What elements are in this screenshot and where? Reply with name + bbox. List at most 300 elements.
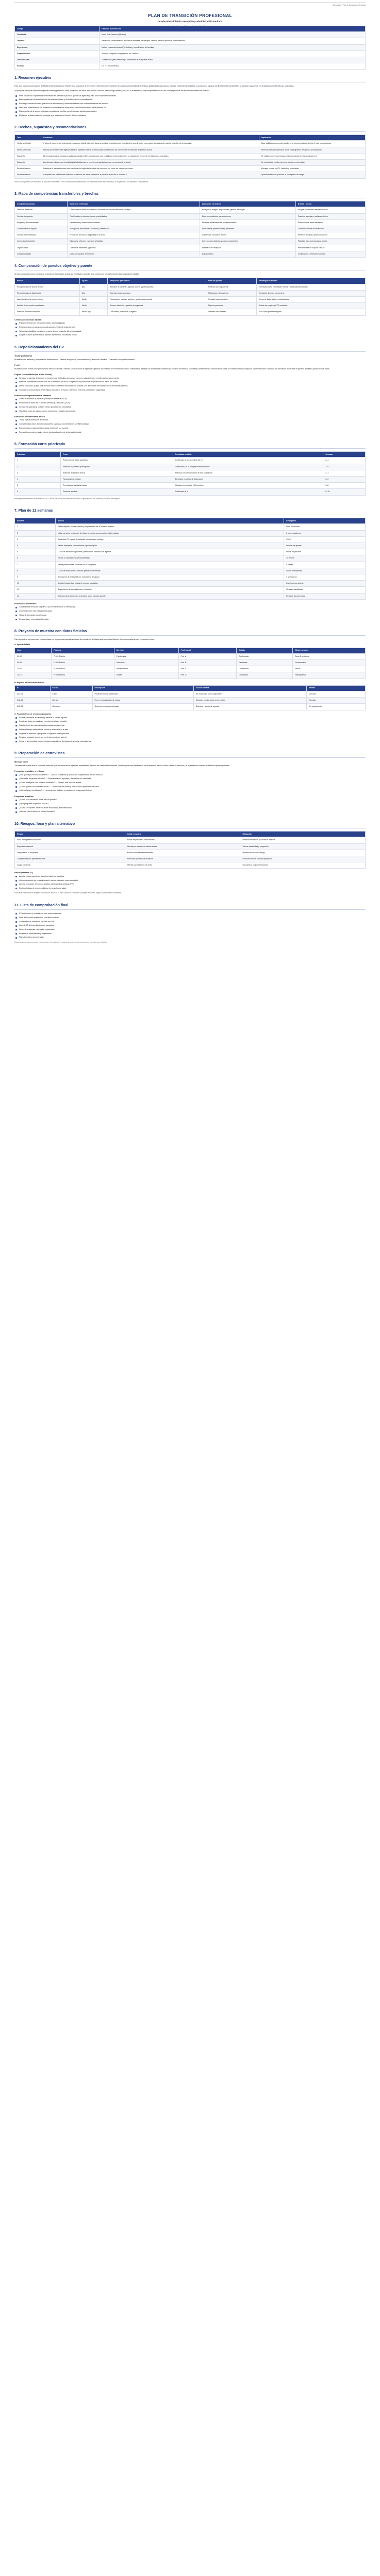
table-cell: Pocas respuestas a candidaturas — [125, 837, 240, 843]
table-cell: Se validará con 5 conversaciones informativas en las semanas 2–4. — [259, 153, 365, 159]
table-cell: Prof. C — [178, 672, 237, 679]
table-cell: 12 — [15, 593, 56, 599]
training-note: Presupuesto estimado de formación: 180–260 €. Se priorizan cursos bonificados o gratuitos de los servicios públicos de empleo. — [14, 497, 120, 500]
table-cell: Atención al paciente, agenda, cobros y presupuestos — [108, 284, 206, 290]
table-cell: Alto — [79, 290, 108, 296]
table-cell: Miércoles — [50, 704, 92, 710]
list-item: ¿Cómo se reparten las tareas entre recepción y administración? — [14, 807, 366, 809]
meta-row — [15, 50, 366, 57]
table-cell: Descartar o negociar funciones — [240, 862, 366, 869]
column-header: Semana — [15, 518, 56, 524]
table-cell: Masaje — [114, 672, 178, 679]
table-cell: 3 — [15, 536, 56, 543]
table-cell: Protección de datos sanitarios — [60, 457, 173, 464]
table-cell: 11:15 — [15, 672, 52, 679]
column-header: Tema — [60, 452, 173, 457]
list-item: Registrar la atención y programar la siguiente cita si procede. — [14, 733, 366, 735]
table-cell: INC-01 — [15, 691, 51, 697]
section-10 — [14, 822, 366, 897]
table-cell: Decisión documentada — [284, 593, 366, 599]
table-cell: 2 simulacros — [284, 574, 366, 580]
table-cell: Formación corta en software dental + candidaturas directas — [257, 284, 366, 290]
table-cell: INC-02 — [15, 698, 51, 704]
table-row — [15, 147, 366, 153]
list-item: Aceptar puestos puente solo si aportan experiencia en software clínico. — [14, 334, 366, 336]
cv-profile: Profesional con 9 años de experiencia en atención directa a familias, coordinación de agendas y gestión documental en el ámbito educativo. Habituada a trabajar con información confidencial, resolver incidencias con calma y mantener una comunicación clara. En transición hacia recepción y administración sanitaria, con formación específica en gestión de citas y protección de datos. — [14, 367, 330, 370]
table-row — [15, 219, 366, 226]
table-cell: Certificado (40 h) con prácticas simuladas — [173, 464, 323, 470]
meta-value: CV + 1 (Documento) — [100, 63, 366, 70]
table-row — [15, 574, 366, 580]
list-item: Gestión de agendas y software clínico (práctica con simulador). — [14, 406, 366, 409]
section-8 — [14, 629, 366, 745]
list-item: Atendí consultas, quejas y situaciones emocionalmente delicadas con familias, con alto índice de satisfacción en encuestas internas. — [14, 385, 366, 387]
table-cell: 5 — [15, 549, 56, 555]
table-row — [15, 653, 366, 659]
table-cell: Recomendación — [15, 166, 41, 172]
table-row — [15, 213, 366, 219]
section-6 — [14, 442, 366, 502]
table-cell: Call center, protocolos y registro — [108, 309, 206, 315]
table-cell: Supuesto — [15, 159, 41, 165]
table-cell: 4 — [15, 543, 56, 549]
table-cell: Precisión administrativa — [206, 296, 256, 302]
table-cell: 9 años de experiencia profesional en escuela infantil: atención diaria a familias, seguimiento de expedientes, coordinación con equipo, comunicación escrita y gestión de incidencias. — [41, 141, 259, 147]
table-cell: 09:00 — [15, 653, 52, 659]
list-item: Valorar recepción en escuela infantil o centro educativo como transición. — [14, 879, 366, 882]
table-cell: Contactos directos con centros — [257, 290, 366, 296]
table-cell: Ofertas por debajo del salario actual — [125, 843, 240, 850]
table-cell: Certificación LOPDGDD sanitaria — [295, 251, 365, 257]
checklist — [14, 912, 366, 939]
table-cell: 8 — [15, 568, 56, 574]
table-cell: Confirmada — [237, 653, 293, 659]
table-cell: Relación con el paciente — [206, 284, 256, 290]
risks-table — [14, 831, 366, 869]
table-row — [15, 691, 366, 697]
meta-row — [15, 44, 366, 50]
table-cell: Curso de atención al paciente; práctica con simulador de agenda — [55, 549, 284, 555]
table-cell: Primera visita — [293, 659, 366, 666]
competency-table — [14, 201, 366, 258]
summary-paragraph-1: Este plan organiza la transición de Marta desde la educación infantil hacia un puesto de recepción y administración sanitaria. Su experiencia atendiendo a familias, gestionando agendas de tutorías, manteniendo registros y coordinando equipos es directamente transferible a la atención al paciente y a la gestión administrativa de una clínica. — [14, 85, 294, 88]
list-item: Evitar puestos con carga comercial agresiva (venta de tratamientos). — [14, 326, 366, 329]
column-header: Acción tomada — [193, 685, 307, 691]
list-item: CV reorientado y revisado por una persona externa. — [14, 912, 366, 915]
header-meta: Agricultura · Plan de transición profesional — [333, 4, 366, 6]
facts-table — [14, 134, 366, 178]
table-cell: Valoración — [114, 659, 178, 666]
table-cell: Menos candidaturas semanales — [125, 850, 240, 856]
table-cell: Citas, recordatorios, cancelaciones — [200, 213, 295, 219]
list-item: Indicar el tiempo estimado de espera y acompañar a la sala. — [14, 728, 366, 731]
table-cell: Visitas presenciales a clínicas con CV impreso — [55, 562, 284, 568]
column-header: Competencia actual — [15, 201, 68, 207]
criteria-list — [14, 322, 366, 336]
column-header: Puesto — [15, 278, 80, 284]
table-cell: Gestión de incidencias — [15, 232, 68, 239]
table-cell: Software de gestión clínica — [60, 470, 173, 476]
table-cell: 5 — [15, 483, 61, 489]
meta-value: Jornada completa; incorporación en 3 meses — [100, 50, 366, 57]
table-cell: Flujo de pacientes — [206, 303, 256, 309]
table-cell: Confidencialidad — [15, 251, 68, 257]
table-row — [15, 581, 366, 587]
table-cell: Falta de experiencia sanitaria — [15, 837, 125, 843]
table-cell: Protección de datos sanitarios — [295, 219, 365, 226]
list-item: Ofimática: hojas de cálculo, correo profesional y gestión documental. — [14, 410, 366, 413]
column-header: Estado — [237, 648, 293, 653]
table-row — [15, 470, 366, 476]
column-header: Hora — [15, 648, 52, 653]
list-item: Experiencia con logros reformulados (máximo 5 por puesto). — [14, 427, 366, 430]
list-item: ¿Por qué deja la educación infantil? — Buscar estabilidad y aplicar mis competencias en otro entorno. — [14, 774, 366, 776]
list-item: Lista de 30 clínicas objetivo con contactos. — [14, 924, 366, 927]
list-item: Guion de entrevista y ejemplos preparados. — [14, 928, 366, 931]
column-header: Señal temprana — [125, 832, 240, 837]
table-cell: 1 — [15, 457, 61, 464]
sample-intro: Para demostrar competencias en entrevistas, se prepara una agenda simulada de una clínica de fisioterapia con datos ficticios. Debe acompañarse con explicación breve. — [14, 638, 155, 641]
table-cell: Comunicación escrita — [15, 239, 68, 245]
table-cell: 1 — [15, 524, 56, 530]
meta-value: 14 semanas (fase intensiva) + 4 semanas de búsqueda activa — [100, 57, 366, 63]
table-cell: Revisión general del plan y decisión sobre puestos puente — [55, 593, 284, 599]
list-item: Competencias clave: atención al paciente, agenda, documentación, confidencialidad. — [14, 423, 366, 426]
column-header: Servicio — [114, 648, 178, 653]
column-header: Evidencia verificable — [68, 201, 200, 207]
table-cell: Se reubica en hueco disponible — [193, 691, 307, 697]
table-cell: Necesita formación práctica breve en programas de agenda y facturación. — [259, 147, 365, 153]
agenda-table — [14, 648, 366, 679]
column-header: Prioridad — [15, 452, 61, 457]
table-cell: Horas de práctica — [284, 549, 366, 555]
my-questions-list — [14, 799, 366, 813]
table-row — [15, 562, 366, 568]
table-cell: Organización — [15, 245, 68, 251]
table-row — [15, 837, 366, 843]
table-row — [15, 587, 366, 593]
section-4 — [14, 264, 366, 339]
meta-value: Recepción, administración en clínicas dentales, fisioterapia, centros médicos privados y mutualidades — [100, 38, 366, 44]
column-header: Ajuste — [79, 278, 108, 284]
table-cell: Confirmada — [237, 666, 293, 672]
table-cell: Practicar agenda en software clínico — [295, 213, 365, 219]
table-cell: Informe de ajustes — [284, 543, 366, 549]
table-cell: Ejercicios resueltos de facturación — [173, 476, 323, 482]
table-cell: El mercado local de clínicas privadas demanda perfiles de recepción con estabilidad y buena atención; la rotación es frecuente en fisioterapia y dentales. — [41, 153, 259, 159]
section-3 — [14, 192, 366, 258]
list-item: Aceptar puesto puente en atención telefónica sanitaria. — [14, 875, 366, 878]
plan-b-title: Plan B (semana 12) — [14, 871, 33, 874]
headline-title: Titular profesional — [14, 354, 32, 358]
meta-header-field: Campo — [15, 26, 100, 32]
table-row — [15, 476, 366, 482]
column-header: Brecha / acción — [295, 201, 365, 207]
table-cell: Curso de facturación a mutualidades — [257, 296, 366, 302]
table-cell: 2 conversaciones — [284, 530, 366, 536]
table-cell: Validar supuestos con contactos; ajustar el plan — [55, 543, 284, 549]
table-cell: Martes — [50, 698, 92, 704]
list-item: Meta: tres entrevistas en las primeras seis semanas de búsqueda y oferta firmada antes de la semana 18. — [14, 107, 366, 109]
incidents-caption: B. Registro de incidencias ficticio — [14, 681, 44, 684]
list-item: Cerrar el día: conciliar cobros, revisar la agenda del día siguiente y enviar recordatorios. — [14, 740, 366, 743]
table-cell: Inscripciones activas — [284, 581, 366, 587]
table-cell: Fisioterapia — [114, 653, 178, 659]
table-cell: Certificado (8 h) — [173, 489, 323, 495]
table-cell: 2 — [15, 530, 56, 536]
meta-row — [15, 63, 366, 70]
list-item: Formación complementaria reciente destacada antes de la formación inicial. — [14, 431, 366, 434]
table-cell: Comunicación diaria con familias, incluidas situaciones delicadas y quejas — [68, 207, 200, 213]
table-cell: Facturación a mutuas — [60, 476, 173, 482]
table-cell: Manejo de herramientas digitales básicas y plataformas de comunicación con familias; sin experiencia en software de gestión clínica. — [41, 147, 259, 153]
meta-field: Objetivo — [15, 38, 100, 44]
column-header: Observaciones — [293, 648, 366, 653]
list-item: Valorar la estabilidad horaria por encima de una pequeña diferencia salarial. — [14, 330, 366, 333]
table-cell: Cerrada — [307, 698, 366, 704]
list-item: Gestioné la agenda de tutorías y reuniones de 60 familias por curso, con cero solapamientos y confirmaciones por escrito. — [14, 377, 366, 380]
list-item: Saludar, identificar al paciente y verificar la cita en agenda. — [14, 717, 366, 719]
table-cell: 09:45 — [15, 659, 52, 666]
table-row — [15, 239, 366, 245]
list-item: Brecha principal: desconocimiento del software clínico y de la facturación a mutualidades. — [14, 98, 366, 101]
table-row — [15, 666, 366, 672]
table-row — [15, 568, 366, 574]
table-cell: Recepcionista de clínica dental — [15, 284, 80, 290]
list-item: Mantener la red de apoyo: antiguas compañeras, familias y profesionales sanitarios conocidos. — [14, 110, 366, 113]
table-cell: Rehabilitación — [114, 666, 178, 672]
table-cell: P-001 Ficticio — [52, 653, 114, 659]
table-cell: Adaptar vocabulario sanitario básico — [295, 207, 365, 213]
meta-value: 9 años en escuela infantil (0–3 años) y coordinación de familias — [100, 44, 366, 50]
table-cell: Ofertas con objetivos de venta — [125, 862, 240, 869]
table-cell: Presentar la transición como una continuación lógica del cuidado de personas, no como un cambio de rumbo. — [41, 166, 259, 172]
table-cell: Reprogramar — [293, 672, 366, 679]
table-cell: Las clínicas valoran más la actitud y la fiabilidad que la experiencia sanitaria previa en puestos de entrada. — [41, 159, 259, 165]
list-item: ¿Qué se valora más en el primer trimestre? — [14, 810, 366, 813]
table-cell: Enlace entre profesionales y pacientes — [200, 226, 295, 232]
table-cell: 2 — [15, 464, 61, 470]
table-cell: Simulacros de entrevista con compañera de apoyo — [55, 574, 284, 580]
table-cell: Historias administrativas, consentimientos — [200, 219, 295, 226]
list-item: Confirmar datos personales y cobertura (mutua o privado). — [14, 720, 366, 723]
list-item: El plan se revisará cada dos semanas y se adaptará en función de los resultados. — [14, 114, 366, 117]
table-cell: 8 visitas — [284, 562, 366, 568]
facts-note: Nota: los supuestos se revisarán al final de la semana 4 con la información obtenida en las conversaciones informativas y la respuesta a las primeras candidaturas. — [14, 180, 149, 183]
table-row — [15, 141, 366, 147]
section-title: 10. Riesgos, foco y plan alternativo — [14, 822, 366, 828]
table-cell: 3–8 — [323, 483, 366, 489]
table-row — [15, 549, 366, 555]
table-cell: Se contrastará con las primeras ofertas y entrevistas. — [259, 159, 365, 165]
table-cell: Curso de facturación a mutuas; preparar entrevistas — [55, 568, 284, 574]
meta-header-data: Datos de planificación — [100, 26, 366, 32]
table-cell: Datos personales de menores — [68, 251, 200, 257]
table-cell: Protocolos de salud y seguridad en el aula — [68, 232, 200, 239]
document-subtitle: De educadora infantil a recepción y administración sanitaria — [157, 20, 223, 23]
table-row — [15, 489, 366, 495]
table-cell: Medio — [79, 303, 108, 309]
my-questions-title: Preguntas a realizar — [14, 794, 34, 798]
section-11 — [14, 903, 366, 946]
table-cell: 6 — [15, 555, 56, 562]
table-cell: Alto — [79, 284, 108, 290]
table-cell: Glosario personal de 150 términos — [173, 483, 323, 489]
table-row — [15, 290, 366, 296]
table-cell: Atención telefónica sanitaria — [15, 309, 80, 315]
table-cell: Recepción, acogida de pacientes, gestión de quejas — [200, 207, 295, 213]
table-row — [15, 593, 366, 599]
column-header: Semana — [323, 452, 366, 457]
section-title: 6. Formación corta priorizada — [14, 442, 366, 449]
table-cell: Completar una certificación breve en protección de datos y atención al paciente antes de la semana 6. — [41, 172, 259, 178]
table-cell: Control de materiales y pedidos — [68, 245, 200, 251]
table-row — [15, 698, 366, 704]
list-item: Horas de formación completadas. — [14, 614, 366, 617]
list-item: Perfil de LinkedIn actualizado con titular sanitario. — [14, 917, 366, 919]
column-header: Aplicación en destino — [200, 201, 295, 207]
table-cell: 10 envíos — [284, 555, 366, 562]
list-item: ¿Cómo manejaría a un paciente enfadado? — Ejemplo real con una familia. — [14, 782, 366, 784]
table-row — [15, 166, 366, 172]
procedure-list — [14, 717, 366, 743]
column-header: Requisitos principales — [108, 278, 206, 284]
list-item: Titular y perfil orientados a sanidad. — [14, 419, 366, 421]
meta-row — [15, 57, 366, 63]
achievements-title: Logros reformulados (de aula a clínica) — [14, 372, 52, 376]
section-title: 9. Preparación de entrevistas — [14, 751, 366, 758]
list-item: Priorizar clínicas con formación inicial y tutora asignada. — [14, 322, 366, 325]
list-item: Registro de candidaturas y seguimiento. — [14, 933, 366, 935]
table-cell: Carga comercial — [15, 862, 125, 869]
table-cell: P-002 Ficticio — [52, 659, 114, 666]
table-cell: Mensaje central en CV, LinkedIn y entrevistas. — [259, 166, 365, 172]
table-row — [15, 159, 366, 165]
table-cell: Bolsas de empleo y ETT sanitarias — [257, 303, 366, 309]
table-cell: Queja por espera prolongada — [92, 704, 193, 710]
table-cell: Atención al paciente y recepción — [60, 464, 173, 470]
list-item: Candidaturas enviadas (objetivo: 5 por semana desde la semana 6). — [14, 606, 366, 608]
meta-field: Experiencia — [15, 44, 100, 50]
table-cell: P-004 Ficticio — [52, 672, 114, 679]
meta-field: Disponibilidad — [15, 50, 100, 57]
section-title: 1. Resumen ejecutivo — [14, 76, 366, 82]
list-item: Solicitar firma de consentimientos cuando corresponda. — [14, 724, 366, 727]
table-cell: Datos clínicos — [200, 251, 295, 257]
table-cell: Volumen de llamadas — [206, 309, 256, 315]
column-header: Resultado medible — [173, 452, 323, 457]
table-row — [15, 232, 366, 239]
table-row — [15, 207, 366, 213]
column-header: Estado — [307, 685, 366, 691]
column-header: Tipo — [15, 135, 41, 141]
section-2 — [14, 125, 366, 185]
section-title: 11. Lista de comprobación final — [14, 903, 366, 910]
table-cell: 4 — [15, 476, 61, 482]
indicators-list — [14, 606, 366, 620]
questions-title: Preguntas probables y enfoque — [14, 770, 45, 772]
table-row — [15, 843, 366, 850]
table-cell: Reforzar formación y contactos directos — [240, 837, 366, 843]
column-header: Contenido — [41, 135, 259, 141]
cv-headline: Profesional de atención y coordinación administrativa | Gestión de agendas, documentación y atención a familias | Orientada a recepción sanitaria — [14, 358, 135, 361]
list-item: Plan alternativo documentado. — [14, 936, 366, 939]
table-cell: En seguimiento — [307, 704, 366, 710]
meta-field: Duración plan — [15, 57, 100, 63]
list-item: Protección de datos en el ámbito sanitario (LOPDGDD) (20 h). — [14, 402, 366, 404]
comparison-intro: Se han comparado cinco puestos de entrada con la situación actual. La prioridad es acceder a un puesto con buena formación interna y horario estable. — [14, 273, 140, 276]
table-cell: 2–4 — [323, 457, 366, 464]
criteria-title: Criterios de decisión rápida: — [14, 318, 42, 321]
table-cell: Auxiliar de recepción hospitalaria — [15, 303, 80, 309]
table-cell: Reescribir CV y perfil de LinkedIn con el nuevo enfoque — [55, 536, 284, 543]
table-cell: Disculpa y ajuste de agenda — [193, 704, 307, 710]
table-row — [15, 296, 366, 302]
table-cell: Hecho verificado — [15, 141, 41, 147]
section-title: 8. Proyecto de muestra con datos ficticios — [14, 629, 366, 636]
table-cell: 10:30 — [15, 666, 52, 672]
section-9 — [14, 751, 366, 816]
table-row — [15, 226, 366, 232]
list-item: Registrar cualquier incidencia en el documento de control. — [14, 736, 366, 739]
questions-list — [14, 774, 366, 792]
achievements-list — [14, 377, 366, 392]
table-row — [15, 543, 366, 549]
list-item: Respuestas y entrevistas obtenidas. — [14, 618, 366, 621]
list-item: ¿Qué programa de gestión utilizan? — [14, 803, 366, 805]
column-header: Entregable — [284, 518, 366, 524]
table-cell: Expedientes y observaciones diarias — [68, 219, 200, 226]
table-cell: Prof. A — [178, 653, 237, 659]
table-cell: Valorar estabilidad y progresión — [240, 843, 366, 850]
table-row — [15, 303, 366, 309]
table-cell: Atención a familias — [15, 207, 68, 213]
table-cell: Medio-bajo — [79, 309, 108, 315]
table-cell: Mutua — [293, 666, 366, 672]
section-title: 4. Comparación de puestos objetivo y puente — [14, 264, 366, 270]
table-cell: Plantillas para comunicación clínica — [295, 239, 365, 245]
table-cell: Gestión de agenda — [15, 213, 68, 219]
training-list — [14, 398, 366, 412]
list-item: Conversaciones informativas realizadas. — [14, 610, 366, 613]
table-cell: Correos, recordatorios y avisos a pacientes — [200, 239, 295, 245]
table-cell: Prof. B — [178, 659, 237, 666]
table-cell: Terminología sanitaria básica — [60, 483, 173, 489]
table-cell: Turnos, admisión y gestión de urgencias — [108, 303, 206, 309]
table-row — [15, 555, 366, 562]
table-row — [15, 659, 366, 666]
table-row — [15, 483, 366, 489]
incidents-table — [14, 685, 366, 710]
table-cell: Práctica con versión demo de dos programas — [173, 470, 323, 476]
meta-field: Formato — [15, 63, 100, 70]
column-header: Riesgo — [15, 832, 125, 837]
indicators-title: Indicadores semanales — [14, 602, 37, 605]
table-row — [15, 672, 366, 679]
structure-list — [14, 419, 366, 433]
table-cell: Supuesto — [15, 153, 41, 159]
column-header: Acción — [55, 518, 284, 524]
table-cell: Desgaste en la búsqueda — [15, 850, 125, 856]
training-table — [14, 451, 366, 495]
table-cell: Enviar 10 candidaturas personalizadas — [55, 555, 284, 562]
table-cell: Cancelada — [237, 672, 293, 679]
table-cell: Guion de entrevista — [284, 568, 366, 574]
section-title: 3. Mapa de competencias transferibles y brechas — [14, 192, 366, 198]
table-cell: Facturación, mutuas, archivo y gestión documental — [108, 296, 206, 302]
plan-meta-table — [14, 26, 366, 70]
table-cell: Prof. A — [178, 666, 237, 672]
